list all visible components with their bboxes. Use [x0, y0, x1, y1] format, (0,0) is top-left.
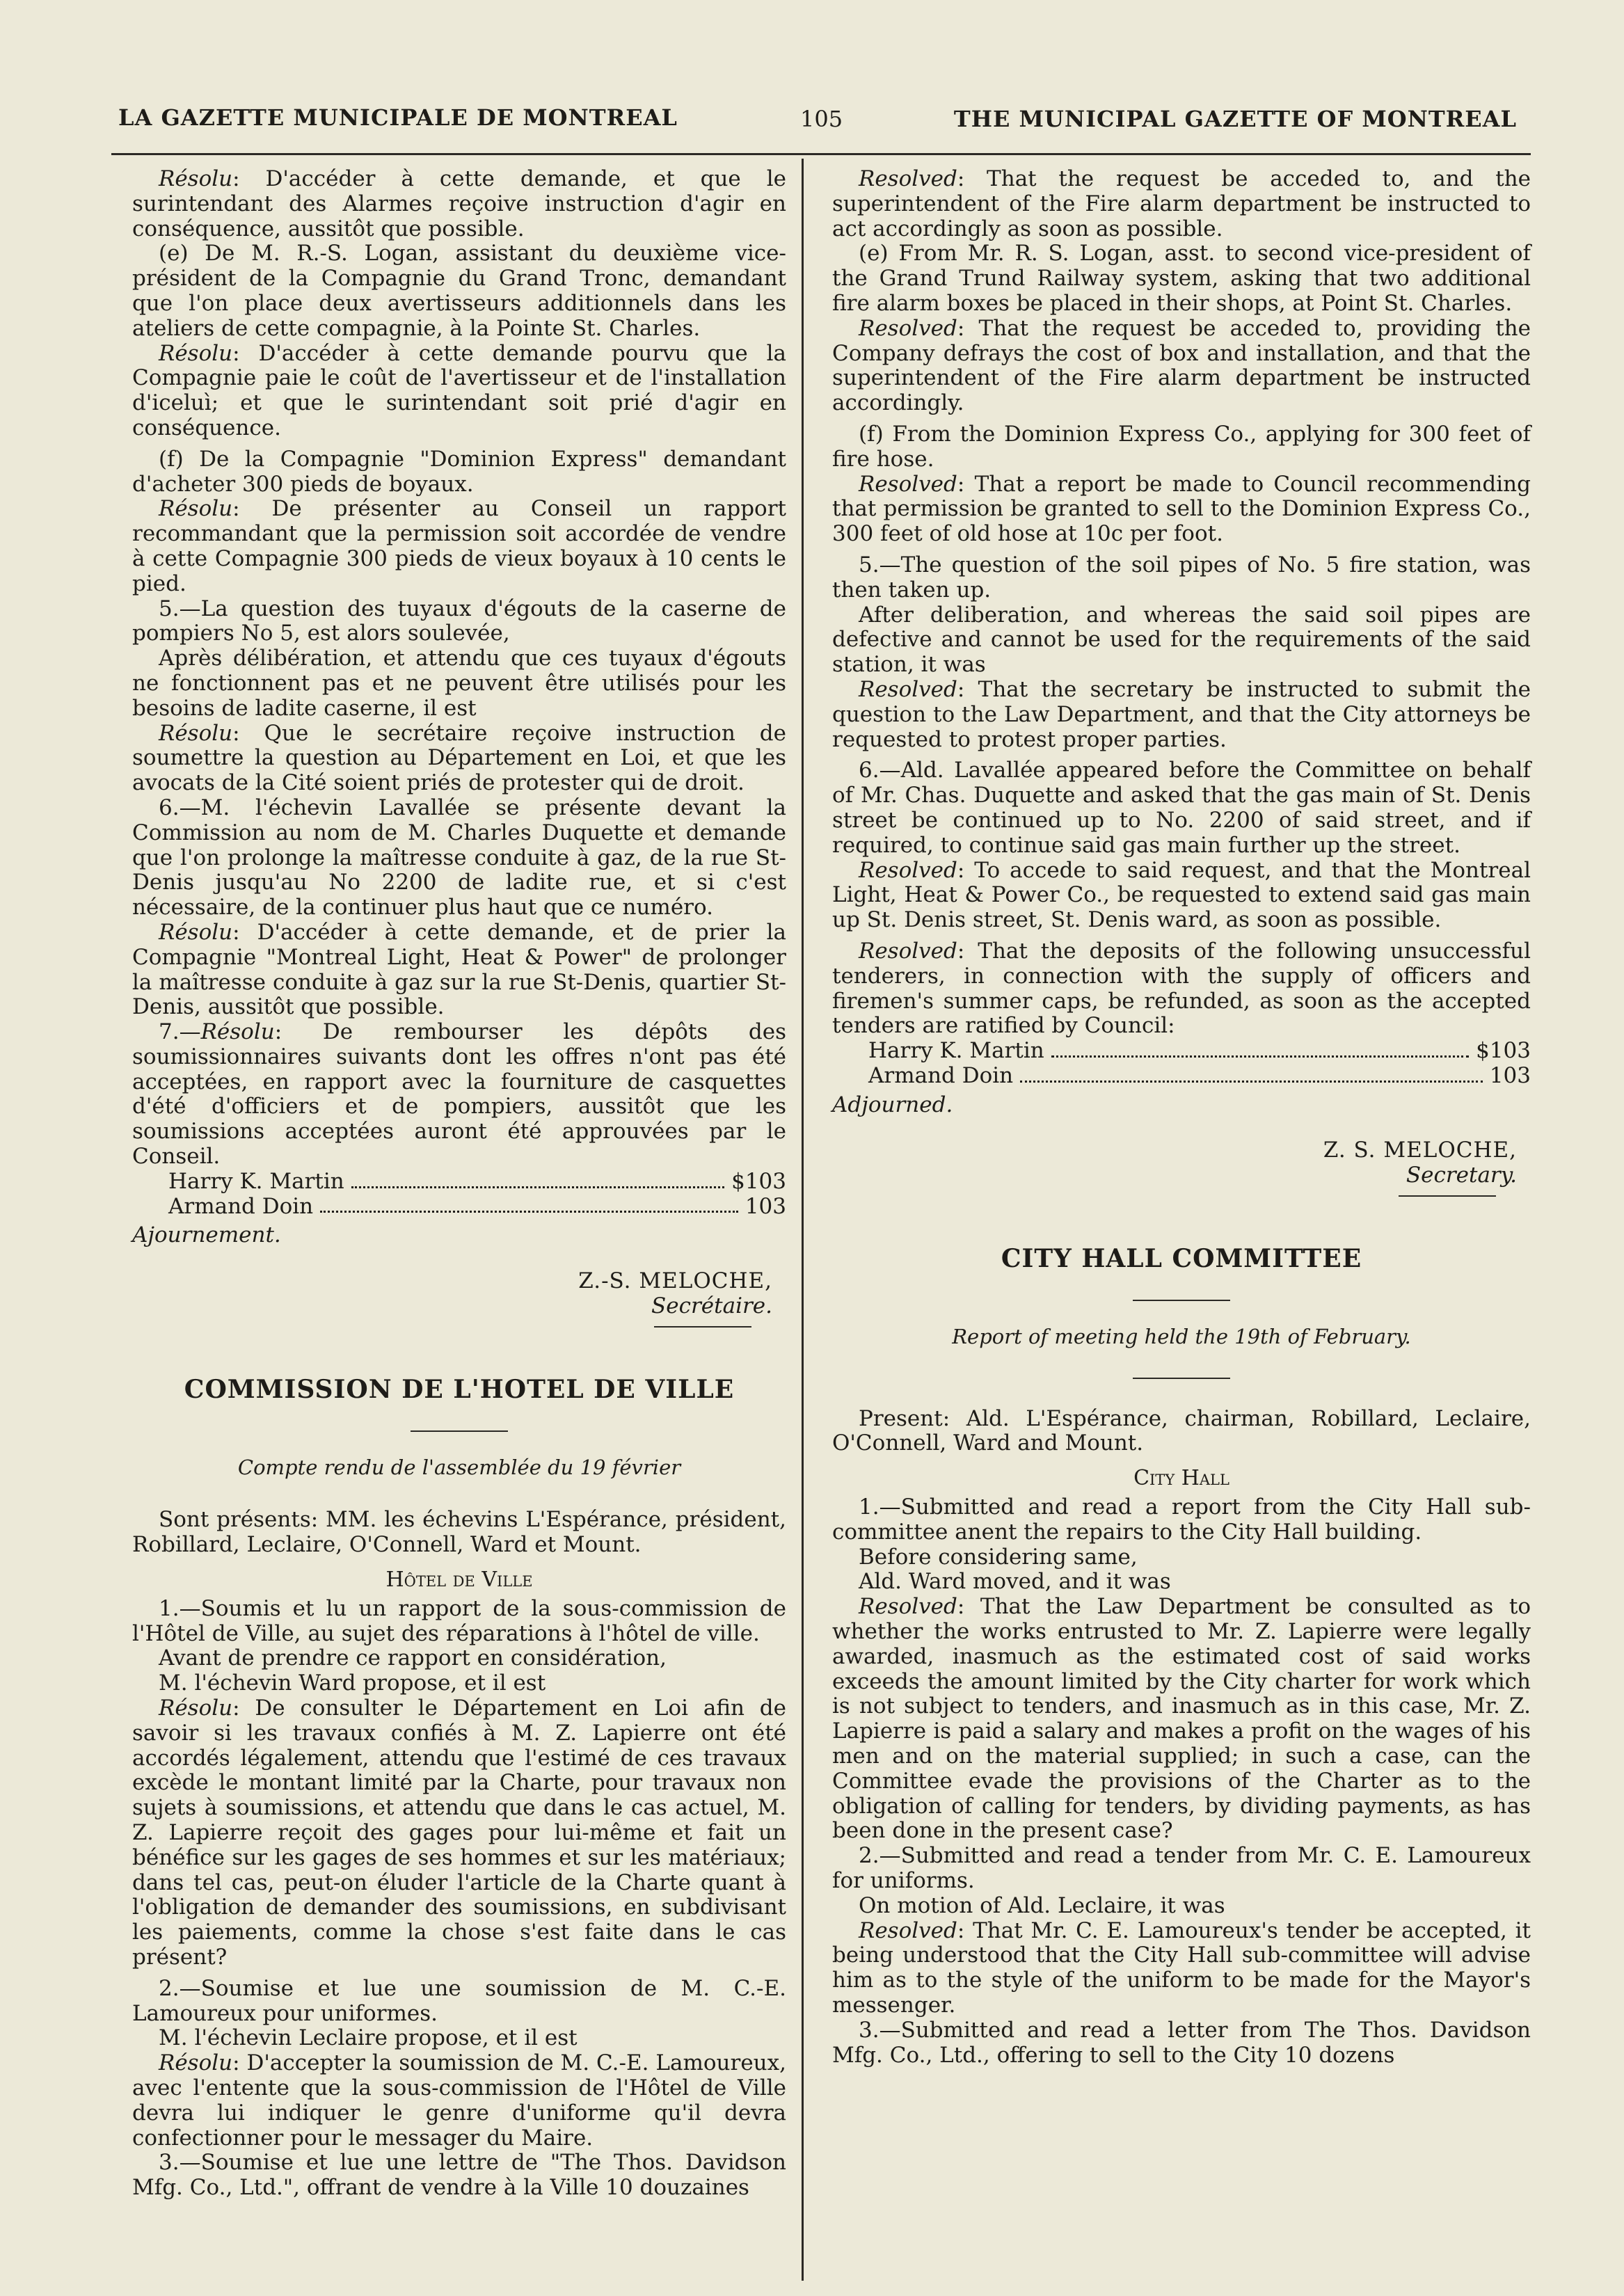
- tender-amount: $103: [1476, 1038, 1531, 1064]
- tender-amount: $103: [731, 1168, 786, 1194]
- paragraph: 7.—Résolu: De rembourser les dépôts des soumissionnaires suivants dont les offres n'ont pas été acceptées, en rapport avec la fourniture de casquettes d'été d'officiers et de pompiers, aussitôt que les soumissions acceptées auront été approuvées par le Conseil.: [132, 1019, 786, 1170]
- paragraph: Resolved: That Mr. C. E. Lamoureux's tender be accepted, it being understood that the City Hall sub-committee will advise him as to the style of the uniform to be made for the Mayor's messenger.: [832, 1918, 1531, 2018]
- signature-block: [832, 1138, 1531, 1197]
- adjournment: Ajournement.: [132, 1222, 281, 1248]
- tender-name: Harry K. Martin: [168, 1168, 344, 1194]
- tender-row: [832, 1039, 1531, 1064]
- signatory-name: Z. S. MELOCHE,: [1323, 1138, 1517, 1163]
- paragraph: Sont présents: MM. les échevins L'Espérance, président, Robillard, Leclaire, O'Connell, Ward et Mount.: [132, 1507, 786, 1558]
- paragraph: M. l'échevin Ward propose, et il est: [159, 1671, 546, 1696]
- english-column: [832, 167, 1531, 2068]
- paragraph: 2.—Submitted and read a tender from Mr. C. E. Lamoureux for uniforms.: [832, 1843, 1531, 1894]
- paragraph: Ald. Ward moved, and it was: [859, 1569, 1171, 1595]
- section-rule: [411, 1430, 508, 1432]
- paragraph: (f) De la Compagnie "Dominion Express" demandant d'acheter 300 pieds de boyaux.: [132, 446, 786, 497]
- section-subtitle: Report of meeting held the 19th of February.: [952, 1324, 1411, 1348]
- paragraph: After deliberation, and whereas the said soil pipes are defective and cannot be used for the requirements of the said station, it was: [832, 602, 1531, 678]
- paragraph: 3.—Soumise et lue une lettre de "The Thos. Davidson Mfg. Co., Ltd.", offrant de vendre à la Ville 10 douzaines: [132, 2150, 786, 2201]
- tender-row: [832, 1064, 1531, 1089]
- tender-row: [132, 1170, 786, 1195]
- paragraph: Resolved: That the Law Department be consulted as to whether the works entrusted to Mr. Z. Lapierre were legally awarded, inasmuch as the estimated cost of said works exceeds the amount limited by the City charter for work which is not subject to tenders, and inasmuch as in this case, Mr. Z. Lapierre is paid a salary and makes a profit on the wages of his men and on the material supplied; in such a case, can the Committee evade the provisions of the Charter as to the obligation of calling for tenders, by dividing payments, as has been done in the present case?: [832, 1594, 1531, 1844]
- paragraph: (f) From the Dominion Express Co., applying for 300 feet of fire hose.: [832, 421, 1531, 472]
- paragraph: Resolved: To accede to said request, and that the Montreal Light, Heat & Power Co., be requested to extend said gas main up St. Denis street, St. Denis ward, as soon as possible.: [832, 857, 1531, 933]
- paragraph: Résolu: D'accéder à cette demande, et que le surintendant des Alarmes reçoive instruction d'agir en conséquence, aussitôt que possible.: [132, 166, 786, 241]
- paragraph: 6.—Ald. Lavallée appeared before the Committee on behalf of Mr. Chas. Duquette and asked that the gas main of St. Denis street be continued up to No. 2200 of said street, and if required, to continue said gas main further up the street.: [832, 758, 1531, 858]
- tender-amount: 103: [745, 1193, 786, 1219]
- subsection-heading: City Hall: [1133, 1466, 1229, 1491]
- paragraph: Résolu: D'accepter la soumission de M. C.-E. Lamoureux, avec l'entente que la sous-commission de l'Hôtel de Ville devra lui indiquer le genre d'uniforme qu'il devra confectionner pour le messager du Maire.: [132, 2050, 786, 2151]
- signature-rule: [654, 1326, 751, 1328]
- paragraph: Before considering same,: [859, 1544, 1138, 1570]
- paragraph: M. l'échevin Leclaire propose, et il est: [159, 2025, 578, 2051]
- header-french-title: LA GAZETTE MUNICIPALE DE MONTREAL: [118, 104, 678, 131]
- paragraph: 5.—La question des tuyaux d'égouts de la caserne de pompiers No 5, est alors soulevée,: [132, 596, 786, 646]
- signatory-name: Z.-S. MELOCHE,: [578, 1268, 772, 1294]
- section-title: CITY HALL COMMITTEE: [1001, 1244, 1362, 1274]
- paragraph: Résolu: Que le secrétaire reçoive instruction de soumettre la question au Département en Loi, et que les avocats de la Cité soient priés de protester qui de droit.: [132, 720, 786, 796]
- section-rule: [1133, 1300, 1230, 1301]
- tender-amount: 103: [1489, 1062, 1531, 1088]
- paragraph: 1.—Soumis et lu un rapport de la sous-commission de l'Hôtel de Ville, au sujet des réparations à l'hôtel de ville.: [132, 1595, 786, 1646]
- french-column: [132, 167, 786, 2201]
- paragraph: Résolu: De consulter le Département en Loi afin de savoir si les travaux confiés à M. Z. Lapierre ont été accordés légalement, attendu que l'estimé de ces travaux excède le montant limité par la Charte, pour travaux non sujets à soumissions, et attendu que dans le cas actuel, M. Z. Lapierre reçoit des gages pour lui-même et fait un bénéfice sur les gages de ses hommes et sur les matériaux; dans tel cas, peut-on éluder l'article de la Charte quant à l'obligation de demander des soumissions, en subdivisant les paiements, comme la chose s'est faite dans le cas présent?: [132, 1696, 786, 1970]
- paragraph: Résolu: D'accéder à cette demande, et de prier la Compagnie "Montreal Light, Heat & Power" de prolonger la maîtresse conduite à gaz sur la rue St-Denis, quartier St-Denis, aussitôt que possible.: [132, 919, 786, 1020]
- paragraph: 1.—Submitted and read a report from the City Hall sub-committee anent the repairs to the City Hall building.: [832, 1494, 1531, 1545]
- paragraph: Resolved: That the request be acceded to, providing the Company defrays the cost of box and installation, and that the superintendent of the Fire alarm department be instructed accordingly.: [832, 315, 1531, 416]
- section-subtitle: Compte rendu de l'assemblée du 19 février: [237, 1455, 681, 1479]
- paragraph: Resolved: That the secretary be instructed to submit the question to the Law Department, and that the City attorneys be requested to protest proper parties.: [832, 676, 1531, 752]
- paragraph: 3.—Submitted and read a letter from The Thos. Davidson Mfg. Co., Ltd., offering to sell to the City 10 dozens: [832, 2017, 1531, 2068]
- tender-name: Armand Doin: [868, 1062, 1014, 1088]
- paragraph: Résolu: De présenter au Conseil un rapport recommandant que la permission soit accordée de vendre à cette Compagnie 300 pieds de vieux boyaux à 10 cents le pied.: [132, 496, 786, 596]
- paragraph: Resolved: That the deposits of the following unsuccessful tenderers, in connection with the supply of officers and firemen's summer caps, be refunded, as soon as the accepted tenders are ratified by Council:: [832, 938, 1531, 1039]
- paragraph: 5.—The question of the soil pipes of No. 5 fire station, was then taken up.: [832, 552, 1531, 603]
- header-english-title: THE MUNICIPAL GAZETTE OF MONTREAL: [953, 106, 1517, 132]
- paragraph: (e) From Mr. R. S. Logan, asst. to second vice-president of the Grand Trund Railway system, asking that two additional fire alarm boxes be placed in their shops, at Point St. Charles.: [832, 241, 1531, 316]
- page-number: 105: [800, 106, 843, 132]
- column-divider: [802, 159, 804, 2281]
- signature-rule: [1399, 1195, 1496, 1197]
- paragraph: Avant de prendre ce rapport en considération,: [159, 1645, 667, 1671]
- section-title: COMMISSION DE L'HOTEL DE VILLE: [184, 1374, 735, 1404]
- paragraph: Après délibération, et attendu que ces tuyaux d'égouts ne fonctionnent pas et ne peuvent être utilisés pour les besoins de ladite caserne, il est: [132, 646, 786, 721]
- page-header: [118, 104, 1517, 146]
- paragraph: Resolved: That the request be acceded to, and the superintendent of the Fire alarm department be instructed to act accordingly as soon as possible.: [832, 166, 1531, 241]
- paragraph: Resolved: That a report be made to Council recommending that permission be granted to sell to the Dominion Express Co., 300 feet of old hose at 10c per foot.: [832, 471, 1531, 547]
- header-rule: [111, 153, 1531, 155]
- adjournment: Adjourned.: [832, 1092, 953, 1117]
- signatory-role: Secrétaire.: [651, 1293, 772, 1319]
- paragraph: 6.—M. l'échevin Lavallée se présente devant la Commission au nom de M. Charles Duquette et demande que l'on prolonge la maîtresse conduite à gaz, de la rue St-Denis jusqu'au No 2200 de ladite rue, et si c'est nécessaire, de la continuer plus haut que ce numéro.: [132, 795, 786, 920]
- subsection-heading: Hôtel de Ville: [385, 1568, 533, 1593]
- paragraph: (e) De M. R.-S. Logan, assistant du deuxième vice-président de la Compagnie du Grand Tronc, demandant que l'on place deux avertisseurs additionnels dans les ateliers de cette compagnie, à la Pointe St. Charles.: [132, 241, 786, 341]
- paragraph: On motion of Ald. Leclaire, it was: [859, 1892, 1225, 1918]
- tender-row: [132, 1195, 786, 1220]
- tender-name: Harry K. Martin: [868, 1038, 1044, 1064]
- paragraph: Résolu: D'accéder à cette demande pourvu que la Compagnie paie le coût de l'avertisseur et de l'installation d'iceluì; et que le surintendant soit prié d'agir en conséquence.: [132, 340, 786, 440]
- paragraph: Present: Ald. L'Espérance, chairman, Robillard, Leclaire, O'Connell, Ward and Mount.: [832, 1405, 1531, 1456]
- signature-block: [132, 1269, 786, 1328]
- signatory-role: Secretary.: [1406, 1163, 1517, 1188]
- tender-name: Armand Doin: [168, 1193, 314, 1219]
- paragraph: 2.—Soumise et lue une soumission de M. C.-E. Lamoureux pour uniformes.: [132, 1975, 786, 2026]
